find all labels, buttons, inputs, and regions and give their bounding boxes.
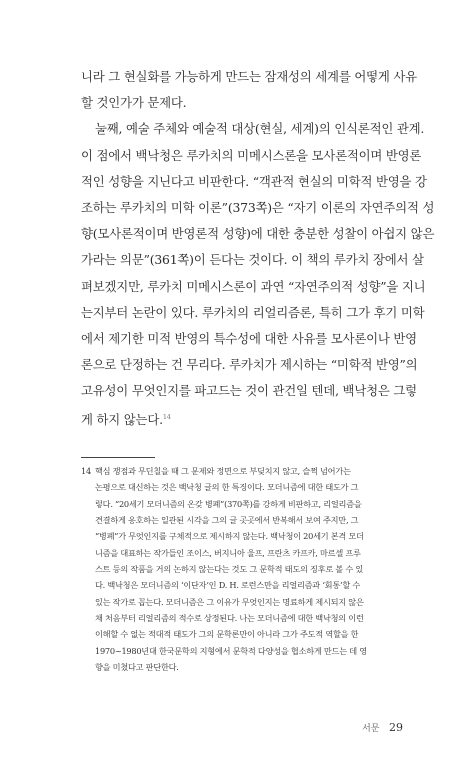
footnote-line-text: 핵심 쟁점과 무딘칠을 때 그 문제와 정면으로 부딪치지 않고, 슬쩍 넘어가는 bbox=[95, 466, 351, 476]
body-line: 조하는 루카치의 미학 이론”(373쪽)은 “자기 이론의 자연주의적 성 bbox=[81, 199, 435, 215]
body-line: 니라 그 현실화를 가능하게 만드는 잠재성의 세계를 어떻게 사유 bbox=[81, 69, 417, 84]
body-line: 가라는 의문”(361쪽)이 든다는 것이다. 이 책의 루카치 장에서 살 bbox=[81, 252, 424, 268]
body-line: 펴보겠지만, 루카치 미메시스론이 과연 “자연주의적 성향”을 지니 bbox=[81, 278, 426, 294]
body-line: 눌째, 예술 주체와 예술적 대상(현실, 세계)의 인식론적인 관계. bbox=[95, 121, 425, 137]
footnote-divider bbox=[81, 457, 155, 458]
body-line: 에서 제기한 미적 반영의 특수성에 대한 사유를 모사론이나 반영 bbox=[81, 330, 417, 346]
footnote-reference[interactable]: 14 bbox=[162, 413, 171, 422]
footnote-line: 향을 미쳤다고 판단한다. bbox=[95, 662, 179, 673]
body-line: 는지부터 논란이 있다. 루카치의 리얼리즘론, 특히 그가 후기 미학 bbox=[81, 304, 425, 320]
page-footer bbox=[362, 721, 403, 734]
footnote-line: 논평으로 대신하는 것은 백낙청 글의 한 특징이다. 모더니즘에 대한 태도가 그 bbox=[95, 482, 359, 493]
footnote-line: 채 처음부터 리얼리즘의 적수로 상정된다. 나는 모더니즘에 대한 백낙청의 이런 bbox=[95, 613, 364, 624]
footnote-line: 렇다. “20세기 모더니즘의 온갖 병폐”(370쪽)를 강하게 비판하고, 리얼리즘을 bbox=[95, 498, 362, 509]
page-number: 29 bbox=[389, 721, 403, 734]
body-line-last bbox=[81, 404, 403, 430]
body-line: 고유성이 무엇인지를 파고드는 것이 관건일 텐데, 백낙청은 그렇 bbox=[81, 383, 417, 399]
body-line: 할 것인가가 문제다. bbox=[81, 95, 187, 111]
footnote-line: 견결하게 옹호하는 일관된 시각을 그의 글 곳곳에서 반복해서 보여 주지만, 그 bbox=[95, 515, 359, 526]
footnote-line: 다. 백낙청은 모더니즘의 ‘이단자’인 D. H. 로런스만을 리얼리즘과 ‘회통’할 수 bbox=[95, 580, 361, 591]
body-text bbox=[81, 64, 435, 431]
running-section-title: 서문 bbox=[362, 724, 380, 734]
footnote-line: “병폐”가 무엇인지를 구체적으로 제시하지 않는다. 백낙청이 20세기 본격 모더 bbox=[95, 531, 364, 542]
footnote-line bbox=[81, 463, 403, 479]
footnote bbox=[81, 463, 403, 675]
footnote-line: 1970~1980년대 한국문학의 지형에서 문학적 다양성을 협소하게 만드는 데 영 bbox=[95, 645, 367, 656]
body-line: 적인 성향을 지닌다고 비판한다. “객관적 현실의 미학적 반영을 강 bbox=[81, 173, 427, 189]
body-line: 론으로 단정하는 건 무리다. 루카치가 제시하는 “미학적 반영”의 bbox=[81, 357, 418, 373]
body-line: 이 점에서 백낙청은 루카치의 미메시스론을 모사론적이며 반영론 bbox=[81, 147, 422, 163]
footnote-line: 이해할 수 없는 적대적 태도가 그의 문학론만이 아니라 그가 주도적 역할을 한 bbox=[95, 629, 359, 640]
footnote-line: 스트 등의 작품을 거의 논하지 않는다는 것도 그 문학적 태도의 징후로 볼 수 있 bbox=[95, 564, 364, 575]
footnote-line: 니즘을 대표하는 작가들인 조이스, 버지니아 울프, 프란츠 카프카, 마르셀 프루 bbox=[95, 547, 361, 558]
body-line: 향(모사론적이며 반영론적 성향)에 대한 충분한 성찰이 아쉽지 않은 bbox=[81, 226, 435, 242]
footnote-line: 있는 작가로 꼽는다. 모더니즘은 그 이유가 무엇인지는 명료하게 제시되지 않은 bbox=[95, 596, 364, 607]
body-line-text: 게 하지 않는다. bbox=[81, 412, 163, 428]
footnote-number: 14 bbox=[81, 466, 91, 476]
